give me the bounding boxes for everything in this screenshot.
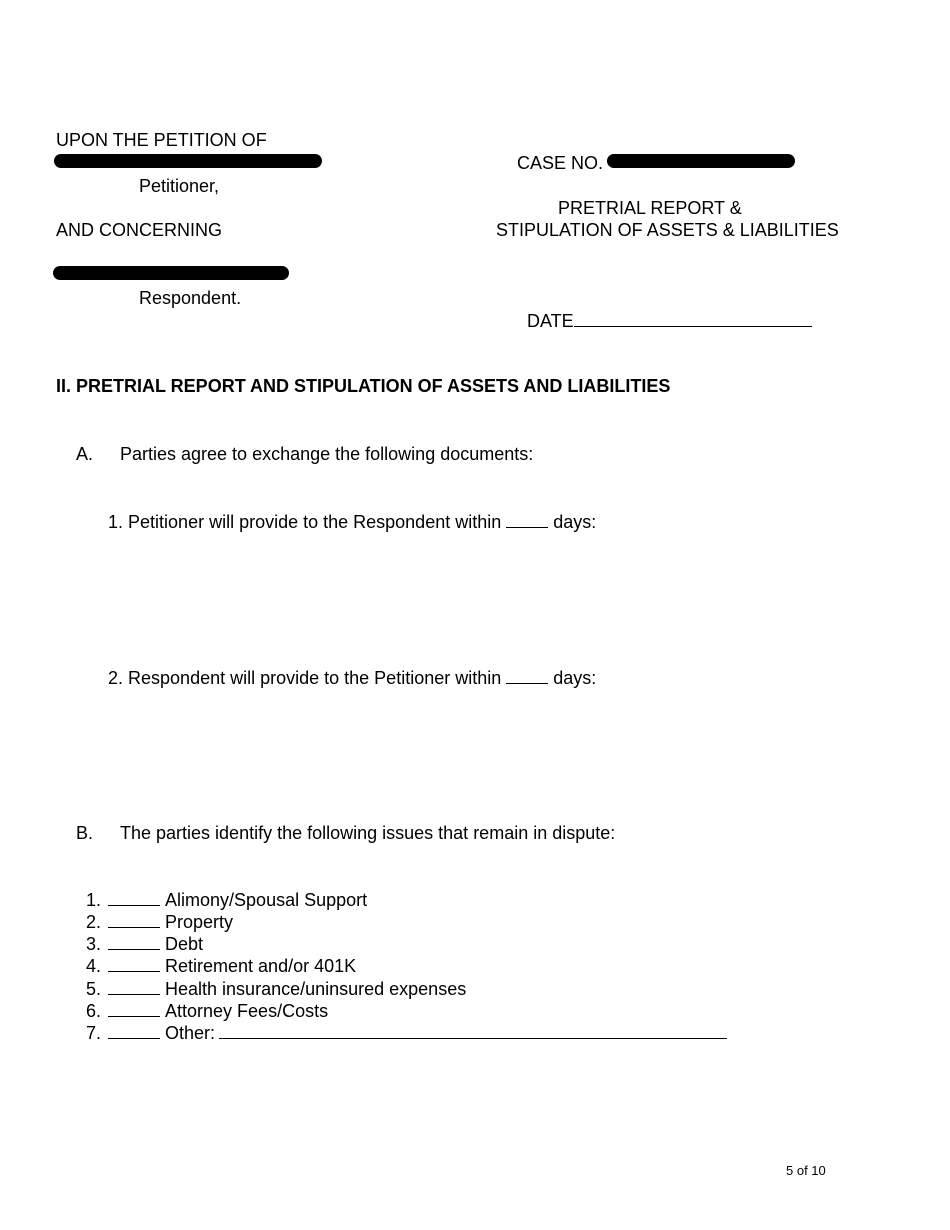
issue-label: Other: <box>165 1023 216 1043</box>
part-a-text: Parties agree to exchange the following documents: <box>120 444 534 464</box>
issue-number: 2. <box>86 912 102 932</box>
upon-petition-label: UPON THE PETITION OF <box>56 130 267 150</box>
section-heading: II. PRETRIAL REPORT AND STIPULATION OF ASSETS AND LIABILITIES <box>56 376 671 396</box>
item2-days-label: days: <box>553 668 597 688</box>
issue-item <box>76 933 357 976</box>
exchange-item-2 <box>98 644 596 689</box>
report-title-line2: STIPULATION OF ASSETS & LIABILITIES <box>496 220 839 240</box>
respondent-name-redaction <box>53 266 289 280</box>
issue-item <box>76 867 368 910</box>
issue-number: 7. <box>86 1023 102 1043</box>
issue-label: Health insurance/uninsured expenses <box>165 979 467 999</box>
issue-number: 5. <box>86 979 102 999</box>
issue-number: 6. <box>86 1001 102 1021</box>
issue-item <box>76 911 204 954</box>
issue-item <box>76 1000 727 1043</box>
date-blank-line[interactable] <box>574 309 812 327</box>
part-b-letter: B. <box>76 823 94 843</box>
issue-number: 3. <box>86 934 102 954</box>
item1-days-blank[interactable] <box>506 510 548 528</box>
and-concerning-label: AND CONCERNING <box>56 220 223 240</box>
exchange-item-1 <box>98 488 596 533</box>
part-b-text: The parties identify the following issues that remain in dispute: <box>120 823 616 843</box>
case-number-redaction <box>607 154 795 168</box>
petitioner-name-redaction <box>54 154 322 168</box>
item2-text: 2. Respondent will provide to the Petitioner within <box>108 668 502 688</box>
date-field[interactable] <box>517 287 812 332</box>
item2-days-blank[interactable] <box>506 666 548 684</box>
respondent-role-label: Respondent. <box>139 288 242 308</box>
date-label: DATE <box>527 311 574 331</box>
issue-item <box>76 956 467 999</box>
petitioner-role-label: Petitioner, <box>139 176 220 196</box>
page-indicator: 5 of 10 <box>786 1163 826 1178</box>
issue-label: Property <box>165 912 234 932</box>
issue-label: Alimony/Spousal Support <box>165 890 368 910</box>
issue-number: 1. <box>86 890 102 910</box>
issue-label: Attorney Fees/Costs <box>165 1001 329 1021</box>
other-issue-blank-line[interactable] <box>219 1022 727 1039</box>
issue-label: Retirement and/or 401K <box>165 956 357 976</box>
part-a-letter: A. <box>76 444 94 464</box>
report-title-line1: PRETRIAL REPORT & <box>558 198 742 218</box>
issue-blank-line[interactable] <box>108 1022 160 1039</box>
issue-item <box>76 889 234 932</box>
item1-text: 1. Petitioner will provide to the Respondent within <box>108 512 502 532</box>
issue-label: Debt <box>165 934 204 954</box>
item1-days-label: days: <box>553 512 597 532</box>
issue-item <box>76 978 329 1021</box>
issue-number: 4. <box>86 956 102 976</box>
case-no-label: CASE NO. <box>517 153 604 173</box>
